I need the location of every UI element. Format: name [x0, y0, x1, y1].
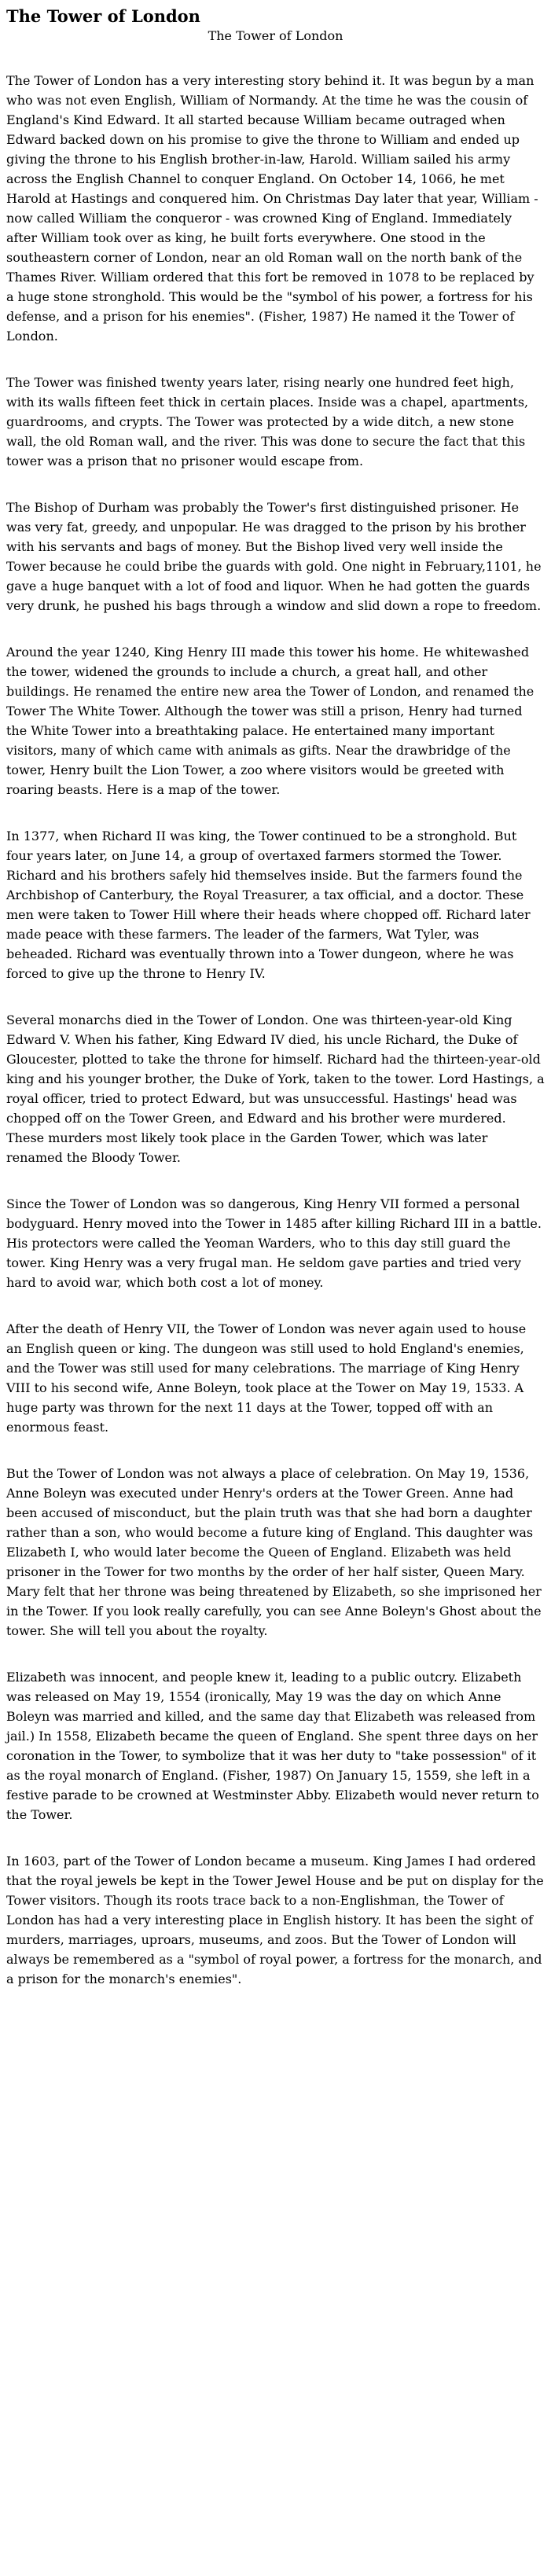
paragraph-henry-vii: Since the Tower of London was so dangerous, King Henry VII formed a personal bodyguard. Henry moved into the Tower in 1485 after killing Richard III in a battle. His protectors were called the Yeoman Warders, who to this day still guard the tower. King Henry was a very frugal man. He seldom gave parties and tried very hard to avoid war, which both cost a lot of money. [6, 1196, 542, 1290]
page-title: The Tower of London [6, 6, 200, 26]
page-subtitle: The Tower of London [208, 28, 343, 43]
paragraph-edward-v: Several monarchs died in the Tower of London. One was thirteen-year-old King Edward V. When his father, King Edward IV died, his uncle Richard, the Duke of Gloucester, plotted to take the throne for himself. Richard had the thirteen-year-old king and his younger brother, the Duke of York, taken to the tower. Lord Hastings, a royal officer, tried to protect Edward, but was unsuccessful. Hastings' head was chopped off on the Tower Green, and Edward and his brother were murdered. These murders most likely took place in the Garden Tower, which was later renamed the Bloody Tower. [6, 1012, 545, 1165]
paragraph-henry-viii: After the death of Henry VII, the Tower of London was never again used to house an English queen or king. The dungeon was still used to hold England's enemies, and the Tower was still used for many celebrations. The marriage of King Henry VIII to his second wife, Anne Boleyn, took place at the Tower on May 19, 1533. A huge party was thrown for the next 11 days at the Tower, topped off with an enormous feast. [6, 1321, 527, 1435]
paragraph-museum: In 1603, part of the Tower of London became a museum. King James I had ordered that the royal jewels be kept in the Tower Jewel House and be put on display for the Tower visitors. Though its roots trace back to a non-Englishman, the Tower of London has had a very interesting place in English history. It has been the sight of murders, marriages, uproars, museums, and zoos. But the Tower of London will always be remembered as a "symbol of royal power, a fortress for the monarch, and a prison for the monarch's enemies". [6, 1854, 544, 1986]
paragraph-william-conqueror: The Tower of London has a very interesting story behind it. It was begun by a man who was not even English, William of Normandy. At the time he was the cousin of England's Kind Edward. It all started because William became outraged when Edward backed down on his promise to give the throne to William and ended up giving the throne to his English brother-in-law, Harold. William sailed his army across the English Channel to conquer England. On October 14, 1066, he met Harold at Hastings and conquered him. On Christmas Day later that year, William - now called William the conqueror - was crowned King of England. Immediately after William took over as king, he built forts everywhere. One stood in the southeastern corner of London, near an old Roman wall on the north bank of the Thames River. William ordered that this fort be removed in 1078 to be replaced by a huge stone stronghold. This would be the "symbol of his power, a fortress for his defense, and a prison for his enemies". (Fisher, 1987) He named it the Tower of London. [6, 73, 538, 344]
paragraph-anne-boleyn: But the Tower of London was not always a place of celebration. On May 19, 1536, Anne Boleyn was executed under Henry's orders at the Tower Green. Anne had been accused of misconduct, but the plain truth was that she had born a daughter rather than a son, who would become a future king of England. This daughter was Elizabeth I, who would later become the Queen of England. Elizabeth was held prisoner in the Tower for two months by the order of her half sister, Queen Mary. Mary felt that her throne was being threatened by Elizabeth, so she imprisoned her in the Tower. If you look really carefully, you can see Anne Boleyn's Ghost about the tower. She will tell you about the royalty. [6, 1466, 542, 1638]
paragraph-bishop-durham: The Bishop of Durham was probably the Tower's first distinguished prisoner. He was very fat, greedy, and unpopular. He was dragged to the prison by his brother with his servants and bags of money. But the Bishop lived very well inside the Tower because he could bribe the guards with gold. One night in February,1101, he gave a huge banquet with a lot of food and liquor. When he had gotten the guards very drunk, he pushed his bags through a window and slid down a rope to freedom. [6, 500, 542, 613]
paragraph-elizabeth: Elizabeth was innocent, and people knew it, leading to a public outcry. Elizabeth was released on May 19, 1554 (ironically, May 19 was the day on which Anne Boleyn was married and killed, and the same day that Elizabeth was released from jail.) In 1558, Elizabeth became the queen of England. She spent three days on her coronation in the Tower, to symbolize that it was her duty to "take possession" of it as the royal monarch of England. (Fisher, 1987) On January 15, 1559, she left in a festive parade to be crowned at Westminster Abby. Elizabeth would never return to the Tower. [6, 1670, 539, 1822]
paragraph-henry-iii: Around the year 1240, King Henry III made this tower his home. He whitewashed the tower, widened the grounds to include a church, a great hall, and other buildings. He renamed the entire new area the Tower of London, and renamed the Tower The White Tower. Although the tower was still a prison, Henry had turned the White Tower into a breathtaking palace. He entertained many important visitors, many of which came with animals as gifts. Near the drawbridge of the tower, Henry built the Lion Tower, a zoo where visitors would be greeted with roaring beasts. Here is a map of the tower. [6, 645, 534, 797]
paragraph-tower-finished: The Tower was finished twenty years later, rising nearly one hundred feet high, with its walls fifteen feet thick in certain places. Inside was a chapel, apartments, guardrooms, and crypts. The Tower was protected by a wide ditch, a new stone wall, the old Roman wall, and the river. This was done to secure the fact that this tower was a prison that no prisoner would escape from. [6, 375, 529, 469]
paragraph-richard-ii: In 1377, when Richard II was king, the Tower continued to be a stronghold. But four years later, on June 14, a group of overtaxed farmers stormed the Tower. Richard and his brothers safely hid themselves inside. But the farmers found the Archbishop of Canterbury, the Royal Treasurer, a tax official, and a doctor. These men were taken to Tower Hill where their heads where chopped off. Richard later made peace with these farmers. The leader of the farmers, Wat Tyler, was beheaded. Richard was eventually thrown into a Tower dungeon, where he was forced to give up the throne to Henry IV. [6, 829, 531, 981]
